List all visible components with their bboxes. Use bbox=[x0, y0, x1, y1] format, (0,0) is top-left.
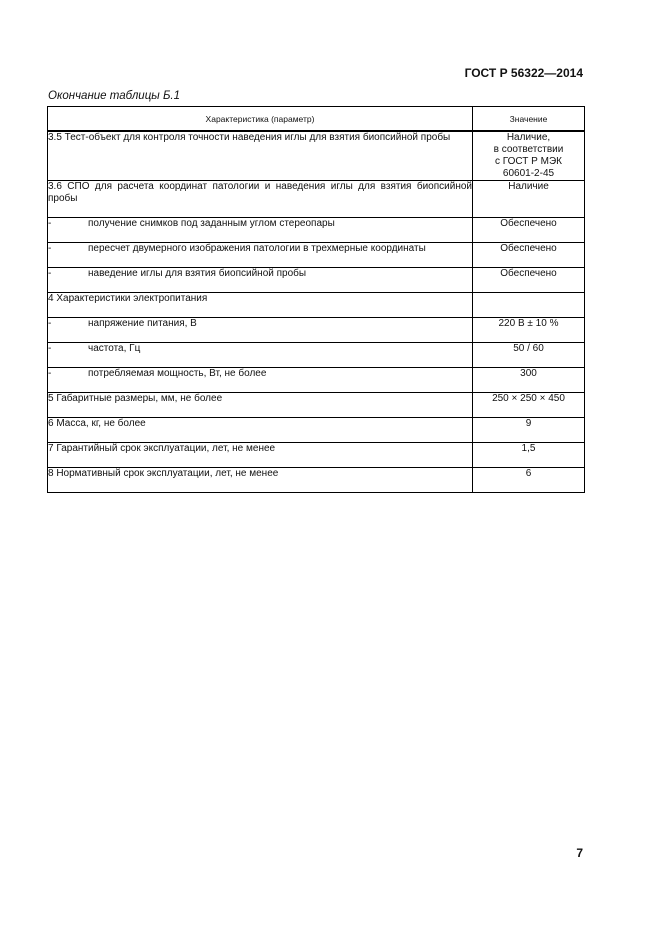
table-caption: Окончание таблицы Б.1 bbox=[48, 90, 181, 102]
value-line: 6 bbox=[525, 468, 532, 479]
table-row bbox=[48, 443, 585, 468]
row-value bbox=[473, 318, 585, 343]
value-line: в соответствии bbox=[493, 144, 564, 155]
row-text: 8 Нормативный срок эксплуатации, лет, не менее bbox=[48, 468, 279, 479]
value-line: Наличие bbox=[508, 181, 549, 192]
table-row bbox=[48, 293, 585, 318]
row-value bbox=[473, 243, 585, 268]
value-line: Наличие, bbox=[506, 132, 551, 143]
spec-table bbox=[47, 106, 585, 493]
row-text: 4 Характеристики электропитания bbox=[48, 293, 208, 304]
document-code: ГОСТ Р 56322—2014 bbox=[464, 66, 583, 80]
table-row bbox=[48, 218, 585, 243]
row-text: пересчет двумерного изображения патологии в трехмерные координаты bbox=[88, 243, 426, 254]
table-body bbox=[48, 131, 585, 493]
table-row bbox=[48, 468, 585, 493]
row-characteristic bbox=[48, 131, 473, 181]
row-characteristic bbox=[48, 343, 473, 368]
list-bullet: - bbox=[48, 368, 52, 379]
table-row bbox=[48, 393, 585, 418]
row-value bbox=[473, 293, 585, 318]
row-characteristic bbox=[48, 218, 473, 243]
list-bullet: - bbox=[48, 218, 52, 229]
row-value bbox=[473, 343, 585, 368]
row-value bbox=[473, 218, 585, 243]
value-line: 250 × 250 × 450 bbox=[492, 393, 565, 404]
row-characteristic bbox=[48, 468, 473, 493]
table-row bbox=[48, 318, 585, 343]
row-characteristic bbox=[48, 368, 473, 393]
value-line: 60601-2-45 bbox=[502, 168, 555, 179]
row-characteristic bbox=[48, 243, 473, 268]
row-value bbox=[473, 131, 585, 181]
table-row bbox=[48, 243, 585, 268]
value-line: 50 / 60 bbox=[513, 343, 544, 354]
row-value bbox=[473, 368, 585, 393]
header-value: Значение bbox=[473, 107, 585, 132]
row-characteristic bbox=[48, 268, 473, 293]
table-row bbox=[48, 368, 585, 393]
row-text: 3.5 Тест-объект для контроля точности наведения иглы для взятия биопсийной пробы bbox=[48, 132, 451, 143]
row-text: потребляемая мощность, Вт, не более bbox=[88, 368, 267, 379]
value-line: 1,5 bbox=[521, 443, 536, 454]
row-characteristic bbox=[48, 293, 473, 318]
table-row bbox=[48, 268, 585, 293]
page-number: 7 bbox=[576, 846, 583, 860]
row-text: 7 Гарантийный срок эксплуатации, лет, не менее bbox=[48, 443, 276, 454]
list-bullet: - bbox=[48, 318, 52, 329]
row-value bbox=[473, 418, 585, 443]
value-line: Обеспечено bbox=[500, 243, 557, 254]
row-value bbox=[473, 268, 585, 293]
row-value bbox=[473, 393, 585, 418]
value-line: Обеспечено bbox=[500, 218, 557, 229]
row-characteristic bbox=[48, 418, 473, 443]
list-bullet: - bbox=[48, 268, 52, 279]
table-row bbox=[48, 343, 585, 368]
row-text: получение снимков под заданным углом стереопары bbox=[88, 218, 335, 229]
table-row bbox=[48, 131, 585, 181]
list-bullet: - bbox=[48, 243, 52, 254]
value-line: 220 В ± 10 % bbox=[498, 318, 559, 329]
row-characteristic bbox=[48, 181, 473, 218]
value-line: Обеспечено bbox=[500, 268, 557, 279]
row-characteristic bbox=[48, 318, 473, 343]
row-text: частота, Гц bbox=[88, 343, 141, 354]
row-characteristic bbox=[48, 393, 473, 418]
row-value bbox=[473, 181, 585, 218]
table-row bbox=[48, 181, 585, 218]
value-line: с ГОСТ Р МЭК bbox=[495, 156, 562, 167]
value-line: 9 bbox=[525, 418, 532, 429]
table-row bbox=[48, 418, 585, 443]
row-value bbox=[473, 443, 585, 468]
row-text: 3.6 СПО для расчета координат патологии и наведения иглы для взятия биопсийной пробы bbox=[48, 181, 472, 204]
value-line: 300 bbox=[520, 368, 537, 379]
row-text: напряжение питания, В bbox=[88, 318, 197, 329]
list-bullet: - bbox=[48, 343, 52, 354]
header-characteristic: Характеристика (параметр) bbox=[48, 107, 473, 132]
table-header-row bbox=[48, 107, 585, 132]
row-text: 6 Масса, кг, не более bbox=[48, 418, 146, 429]
row-text: 5 Габаритные размеры, мм, не более bbox=[48, 393, 223, 404]
row-text: наведение иглы для взятия биопсийной пробы bbox=[88, 268, 307, 279]
row-characteristic bbox=[48, 443, 473, 468]
row-value bbox=[473, 468, 585, 493]
